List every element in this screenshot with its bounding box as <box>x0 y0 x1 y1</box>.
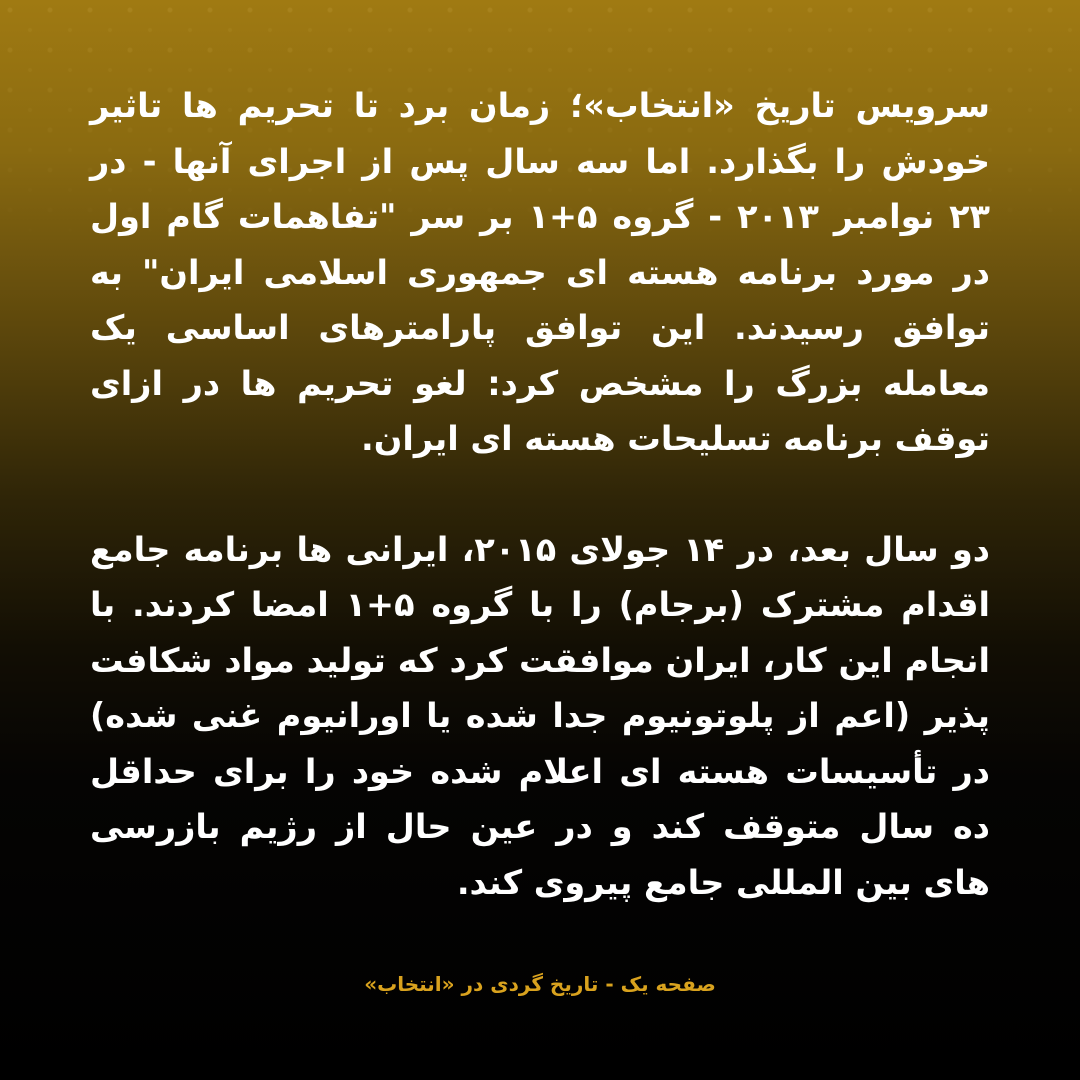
footer-caption: صفحه یک - تاریخ گردی در «انتخاب» <box>364 972 716 996</box>
paragraph-1: سرویس تاریخ «انتخاب»؛ زمان برد تا تحریم ها تاثیر خودش را بگذارد. اما سه سال پس از اجرای آنها - در ۲۳ نوامبر ۲۰۱۳ - گروه ۵+۱ بر سر "تفاهمات گام اول در مورد برنامه هسته ای جمهوری اسلامی ایران" به توافق رسیدند. این توافق پارامترهای اساسی یک معامله بزرگ را مشخص کرد: لغو تحریم ها در ازای توقف برنامه تسلیحات هسته ای ایران. <box>90 86 990 458</box>
article-body <box>90 78 990 910</box>
paragraph-2: دو سال بعد، در ۱۴ جولای ۲۰۱۵، ایرانی ها برنامه جامع اقدام مشترک (برجام) را با گروه ۵+۱ امضا کردند. با انجام این کار، ایران موافقت کرد که تولید مواد شکافت پذیر (اعم از پلوتونیوم جدا شده یا اورانیوم غنی شده) در تأسیسات هسته ای اعلام شده خود را برای حداقل ده سال متوقف کند و در عین حال از رژیم بازرسی های بین المللی جامع پیروی کند. <box>90 529 990 902</box>
